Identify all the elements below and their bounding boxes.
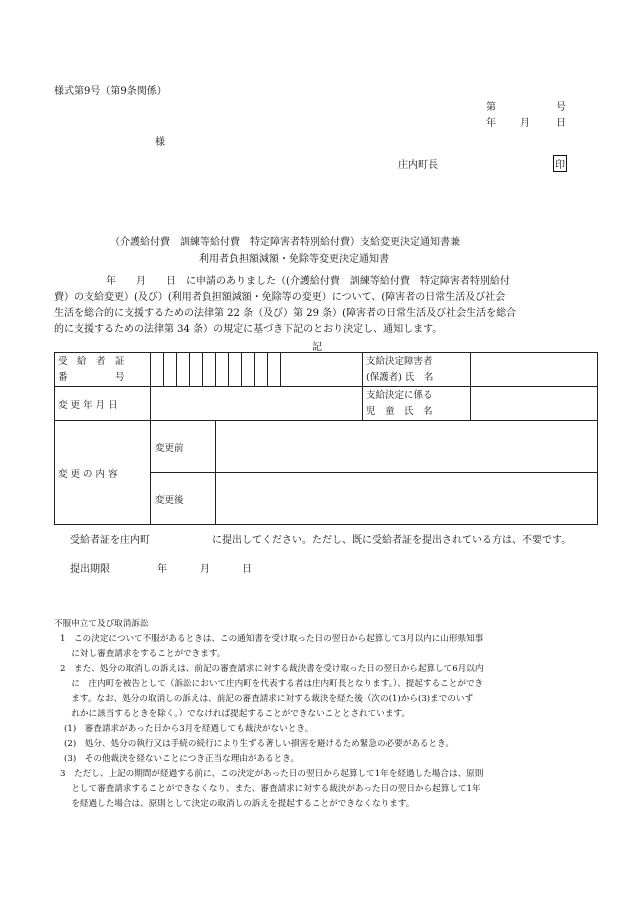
appeal-line: (1) 審査請求があった日から3月を経過しても裁決がないとき。 [64,724,314,734]
date-year: 年 [486,118,496,129]
person-name-field[interactable] [471,353,598,387]
appeal-line: に対し審査請求をすることができます。 [60,649,226,659]
appeal-line: れかに該当するときを除く。）でなければ提起することができないこととされています。 [60,709,410,719]
doc-no-dai: 第 [486,102,496,113]
change-content-label: 変 更 の 内 容 [55,421,151,525]
doc-no-go: 号 [556,102,566,113]
person-name-label [363,353,471,387]
deadline-day: 日 [242,564,252,575]
appeal-line: (2) 処分、処分の執行又は手続の続行により生ずる著しい損害を避けるため緊急の必要があるとき。 [64,739,454,749]
appeal-line: ます。なお、処分の取消しの訴えは、前記の審査請求に対する裁決を経た後（次の(1)から(3)までのいず [60,694,474,704]
issuer: 庄内町長 [398,160,438,171]
recipient-no-digit-box[interactable] [268,353,281,387]
recipient-no-digit-box[interactable] [164,353,177,387]
child-name-field[interactable] [471,387,598,421]
appeal-line: に 庄内町を被告として（訴訟において庄内町を代表する者は庄内町長となります。）、提起することができ [60,679,484,689]
addressee-suffix: 様 [155,137,165,148]
title-line-1: （介護給付費 訓練等給付費 特定障害者特別給付費）支給変更決定通知書兼 [110,237,460,248]
recipient-no-digit-box[interactable] [190,353,203,387]
deadline-label: 提出期限 [70,564,110,575]
after-field[interactable] [216,473,598,525]
appeal-line: 2 また、処分の取消しの訴えは、前記の審査請求に対する裁決書を受け取った日の翌日から起算して6月以内 [60,664,484,674]
intro-paragraph [54,274,516,338]
person-name-label-2: (保護者) 氏 名 [366,371,434,383]
child-name-label-2: 児 童 氏 名 [366,405,433,417]
submit-note-b: に提出してください。ただし、既に受給者証を提出されている方は、不要です。 [212,535,572,546]
recipient-no-digit-box[interactable] [255,353,268,387]
before-field[interactable] [216,421,598,473]
recipient-no-digit-box[interactable] [151,353,164,387]
intro-line: 費）の支給変更）(及び）(利用者負担額減額・免除等の変更）について、(障害者の日常生活及び社会 [54,292,506,303]
submit-note-a: 受給者証を庄内町 [70,535,150,546]
appeal-line: を経過した場合は、原則として決定の取消しの訴えを提起することができなくなります。 [60,799,415,809]
seal-mark: 印 [553,155,567,172]
recipient-no-digit-box[interactable] [177,353,190,387]
change-date-label: 変 更 年 月 日 [55,387,151,421]
change-date-field[interactable] [151,387,363,421]
appeal-line: 1 この決定について不服があるときは、この通知書を受け取った日の翌日から起算して3月以内に山形県知事 [60,634,484,644]
deadline-month: 月 [200,564,210,575]
appeal-section [60,632,483,812]
recipient-no-digit-box[interactable] [203,353,216,387]
person-name-label-1: 支給決定障害者 [366,355,433,367]
intro-line: 年 月 日 に申請のありました（(介護給付費 訓練等給付費 特定障害者特別給付 [106,276,510,287]
recipient-no-label [55,353,151,387]
intro-line: 生活を総合的に支援するための法律第 22 条（及び）第 29 条）(障害者の日常生活及び社会生活を総合 [54,308,517,319]
before-label: 変更前 [151,421,216,473]
appeal-line: として審査請求することができなくなり、また、審査請求に対する裁決があった日の翌日から起算して1年 [60,784,481,794]
child-name-label-1: 支給決定に係る [366,389,433,401]
decision-table [54,352,598,525]
recipient-no-digit-box[interactable] [281,353,363,387]
recipient-no-digit-box[interactable] [242,353,255,387]
child-name-label [363,387,471,421]
deadline-year: 年 [157,564,167,575]
ki-heading: 記 [312,342,322,353]
appeal-heading: 不服申立て及び取消訴訟 [54,619,149,629]
date-month: 月 [520,118,530,129]
recipient-no-digit-box[interactable] [229,353,242,387]
date-day: 日 [556,118,566,129]
appeal-line: 3 ただし、上記の期間が経過する前に、この決定があった日の翌日から起算して1年を経過した場合は、原則 [60,769,484,779]
recipient-no-label-2: 番 号 [58,371,125,383]
intro-line: 的に支援するための法律第 34 条）の規定に基づき下記のとおり決定し、通知します。 [54,324,443,335]
form-number: 様式第9号（第9条関係） [54,86,167,97]
appeal-line: (3) その他裁決を経ないことにつき正当な理由があるとき。 [64,754,300,764]
after-label: 変更後 [151,473,216,525]
recipient-no-label-1: 受 給 者 証 [58,355,125,367]
recipient-no-digit-box[interactable] [216,353,229,387]
title-line-2: 利用者負担額減額・免除等変更決定通知書 [199,254,389,265]
